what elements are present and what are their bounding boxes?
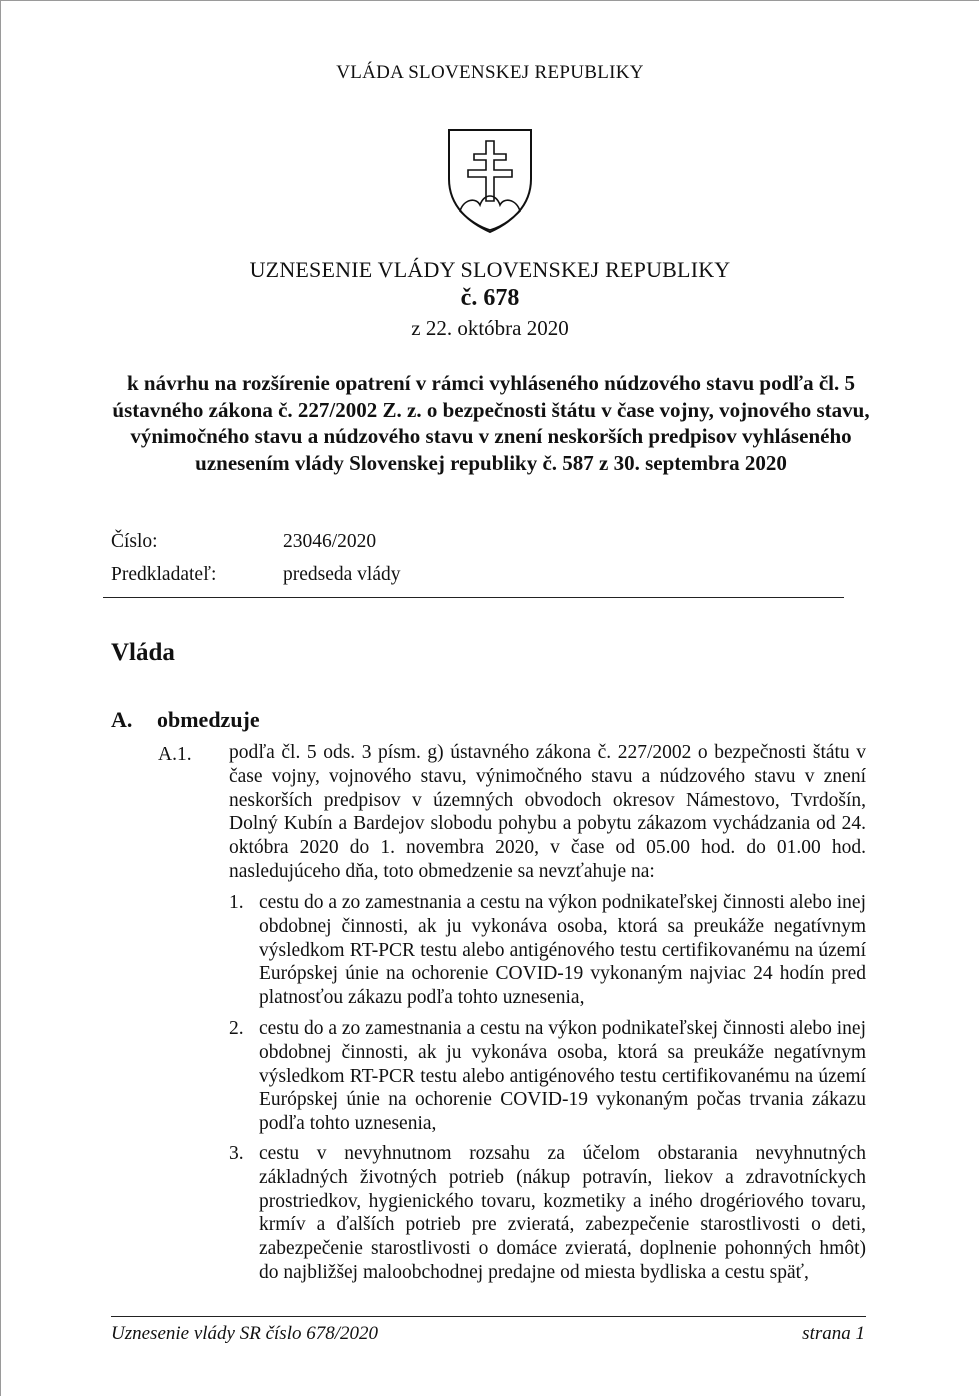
- footer-page-number: strana 1: [802, 1323, 865, 1344]
- a1-intro-paragraph: podľa čl. 5 ods. 3 písm. g) ústavného zákona č. 227/2002 o bezpečnosti štátu v čase vojny, vojnového stavu, výnimočného stavu a núdzového stavu v znení neskorších predpisov v územných obvodoch okresov Námestovo, Tvrdošín, Dolný Kubín a Bardejov slobodu pohybu a pobytu zákazom vychádzania od 24. októbra 2020 do 1. novembra 2020, v čase od 05.00 hod. do 01.00 hod. nasledujúceho dňa, toto obmedzenie sa nevzťahuje na:: [229, 742, 866, 882]
- resolution-title: UZNESENIE VLÁDY SLOVENSKEJ REPUBLIKY: [249, 257, 731, 282]
- slovak-coat-of-arms-icon: [446, 127, 534, 235]
- meta-number-value: 23046/2020: [283, 531, 377, 552]
- list-item-text: cestu do a zo zamestnania a cestu na výkon podnikateľskej činnosti alebo inej obdobnej činnosti, ak ju vykonáva osoba, ktorá sa preukáže negatívnym výsledkom RT-PCR testu alebo antigénového testu certifikovanému na území Európskej únie na ochorenie COVID-19 vykonaným najviac 24 hodín pred platnosťou zákazu podľa tohto uznesenia,: [259, 892, 866, 1009]
- resolution-subject: k návrhu na rozšírenie opatrení v rámci vyhláseného núdzového stavu podľa čl. 5 ústavného zákona č. 227/2002 Z. z. o bezpečnosti štátu v čase vojny, vojnového stavu, výnimočného stavu a núdzového stavu v znení neskorších predpisov vyhláseného uznesením vlády Slovenskej republiky č. 587 z 30. septembra 2020: [112, 371, 870, 475]
- list-item-number: 1.: [229, 892, 244, 913]
- list-item: [229, 891, 866, 1010]
- list-item: [229, 1017, 866, 1136]
- meta-submitter-value: predseda vlády: [283, 564, 401, 585]
- resolution-number: č. 678: [460, 285, 520, 311]
- list-item: [229, 1142, 866, 1285]
- list-item-number: 3.: [229, 1143, 244, 1164]
- list-item-number: 2.: [229, 1018, 244, 1039]
- list-item-text: cestu v nevyhnutnom rozsahu za účelom obstarania nevyhnutných základných životných potrieb (nákup potravín, liekov a zdravotníckych prostriedkov, hygienického tovaru, kozmetiky a iného drogériového tovaru, krmív a ďalších potrieb pre zvieratá, zabezpečenie starostlivosti o deti, zabezpečenie starostlivosti o domáce zvieratá, doplnenie pohonných hmôt) do najbližšej maloobchodnej predajne od miesta bydliska a cestu späť,: [259, 1143, 866, 1283]
- meta-submitter-label: Predkladateľ:: [111, 564, 217, 585]
- list-item-text: cestu do a zo zamestnania a cestu na výkon podnikateľskej činnosti alebo inej obdobnej činnosti, ak ju vykonáva osoba, ktorá sa preukáže negatívnym výsledkom RT-PCR testu alebo antigénového testu certifikovanému na území Európskej únie na ochorenie COVID-19 vykonaným počas trvania zákazu podľa tohto uznesenia,: [259, 1018, 866, 1135]
- government-name: VLÁDA SLOVENSKEJ REPUBLIKY: [336, 62, 644, 83]
- footer-divider: [111, 1316, 866, 1317]
- meta-number-label: Číslo:: [111, 531, 158, 552]
- header-divider: [103, 597, 844, 598]
- a1-label: A.1.: [158, 744, 192, 765]
- section-a-letter: A.: [111, 707, 133, 732]
- resolution-date: z 22. októbra 2020: [411, 316, 569, 340]
- footer-document-reference: Uznesenie vlády SR číslo 678/2020: [111, 1323, 379, 1344]
- body-heading: Vláda: [111, 639, 175, 666]
- section-a-title: obmedzuje: [157, 707, 260, 732]
